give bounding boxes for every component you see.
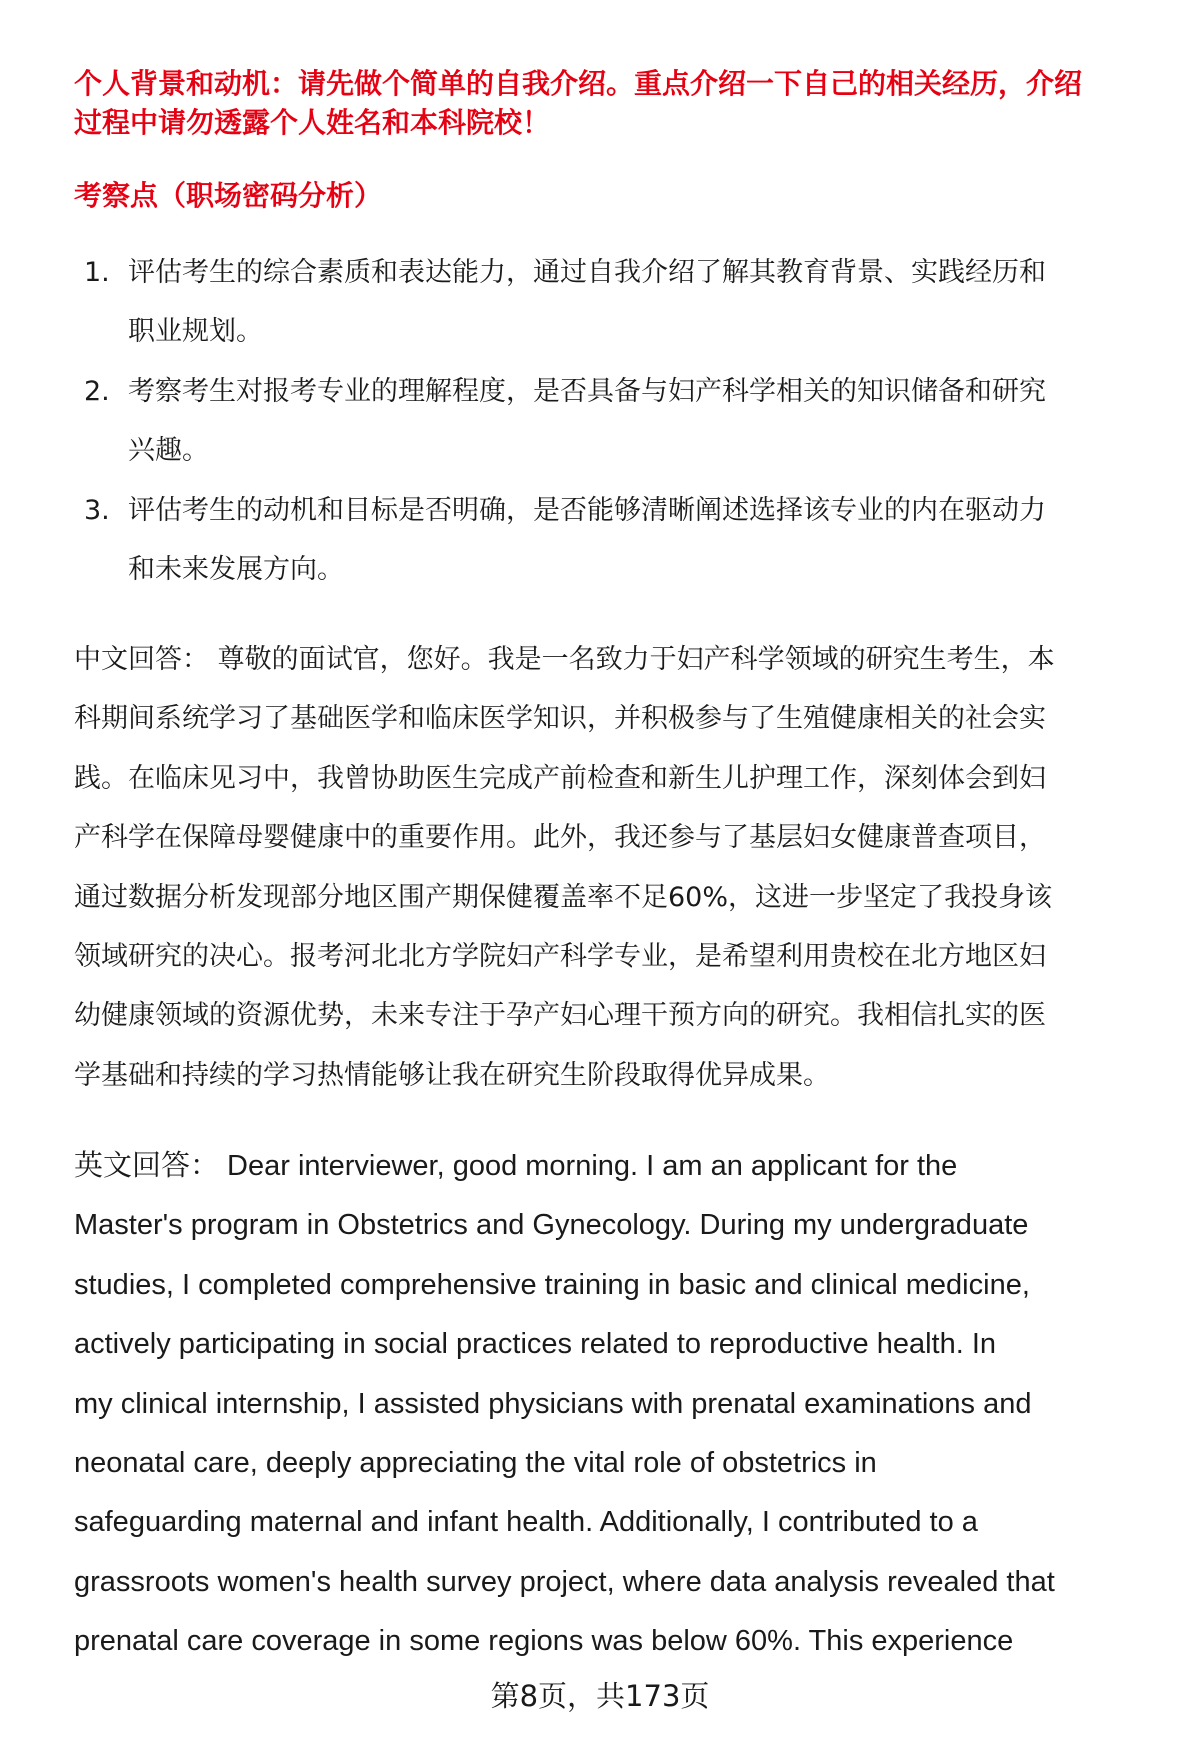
text-line: my clinical internship, I assisted physicians with prenatal examinations and — [74, 1387, 1032, 1420]
list-item — [84, 243, 1164, 362]
list-number: 2. — [84, 375, 110, 407]
list-number: 3. — [84, 494, 110, 526]
text-line: prenatal care coverage in some regions was below 60%. This experience — [74, 1625, 1014, 1658]
text-line: safeguarding maternal and infant health. Additionally, I contributed to a — [74, 1506, 978, 1539]
text-line: 产科学在保障母婴健康中的重要作用。此外，我还参与了基层妇女健康普查项目， — [74, 822, 1046, 854]
text-line: 中文回答： 尊敬的面试官，您好。我是一名致力于妇产科学领域的研究生考生，本 — [74, 644, 1055, 675]
chinese-answer — [74, 630, 1174, 1105]
text-line: 英文回答： Dear interviewer, good morning. I am an applicant for the — [74, 1150, 958, 1182]
page-number: 第8页，共173页 — [490, 1679, 710, 1713]
english-answer — [74, 1137, 1174, 1672]
text-line: 幼健康领域的资源优势，未来专注于孕产妇心理干预方向的研究。我相信扎实的医 — [74, 1000, 1046, 1032]
list-line: 评估考生的综合素质和表达能力，通过自我介绍了解其教育背景、实践经历和 — [128, 257, 1046, 288]
list-line: 兴趣。 — [128, 435, 209, 467]
title-line: 个人背景和动机：请先做个简单的自我介绍。重点介绍一下自己的相关经历，介绍 — [74, 67, 1083, 100]
text-line: 通过数据分析发现部分地区围产期保健覆盖率不足60%，这进一步坚定了我投身该 — [74, 881, 1053, 913]
text-line: studies, I completed comprehensive training in basic and clinical medicine, — [74, 1268, 1030, 1301]
list-number: 1. — [84, 257, 110, 288]
section-heading: 考察点（职场密码分析） — [74, 179, 383, 212]
list-line: 评估考生的动机和目标是否明确，是否能够清晰阐述选择该专业的内在驱动力 — [128, 494, 1046, 526]
list-item — [84, 362, 1164, 481]
list-item — [84, 481, 1164, 600]
text-line: grassroots women's health survey project, where data analysis revealed that — [74, 1565, 1055, 1598]
text-line: 领域研究的决心。报考河北北方学院妇产科学专业，是希望利用贵校在北方地区妇 — [74, 941, 1046, 973]
assessment-points-list — [84, 243, 1164, 599]
list-line: 考察考生对报考专业的理解程度，是否具备与妇产科学相关的知识储备和研究 — [128, 375, 1046, 407]
text-line: 践。在临床见习中，我曾协助医生完成产前检查和新生儿护理工作，深刻体会到妇 — [74, 762, 1046, 794]
question-title — [74, 64, 1164, 142]
text-line: 科期间系统学习了基础医学和临床医学知识，并积极参与了生殖健康相关的社会实 — [74, 703, 1046, 735]
list-line: 职业规划。 — [128, 316, 263, 348]
title-line: 过程中请勿透露个人姓名和本科院校！ — [74, 106, 551, 139]
text-line: Master's program in Obstetrics and Gynecology. During my undergraduate — [74, 1209, 1029, 1242]
list-line: 和未来发展方向。 — [128, 554, 344, 586]
text-line: 学基础和持续的学习热情能够让我在研究生阶段取得优异成果。 — [74, 1059, 830, 1091]
text-line: actively participating in social practices related to reproductive health. In — [74, 1328, 997, 1361]
text-line: neonatal care, deeply appreciating the vital role of obstetrics in — [74, 1447, 877, 1480]
